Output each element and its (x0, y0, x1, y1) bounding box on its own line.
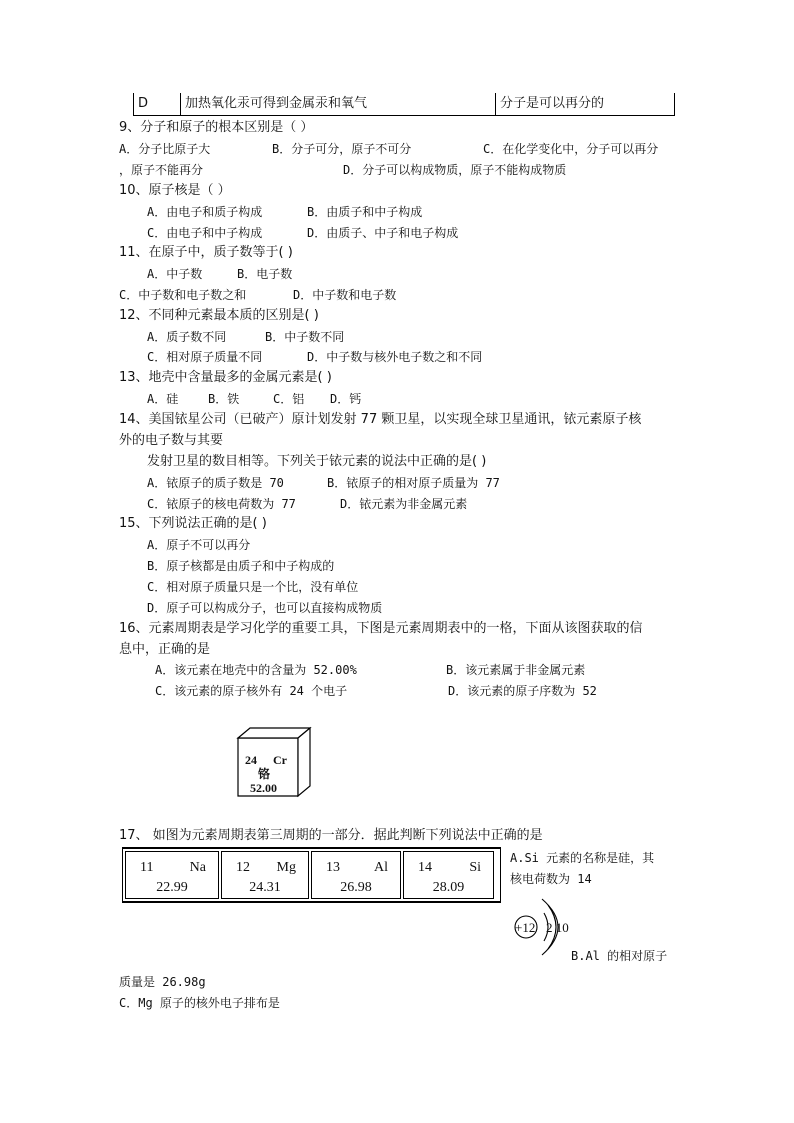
element-number: 13 (326, 860, 340, 875)
table-cell-option: D (134, 93, 181, 115)
q13-option-d: D．钙 (330, 392, 362, 406)
q17-stem: 17、 如图为元素周期表第三周期的一部分．据此判断下列说法中正确的是 (119, 828, 543, 843)
q13-option-c: C．铝 (273, 392, 305, 406)
q14-option-c: C．铱原子的核电荷数为 77 (147, 497, 296, 511)
q9-option-c: C．在化学变化中，分子可以再分 (483, 142, 659, 156)
q10-option-b: B．由质子和中子构成 (307, 205, 423, 219)
q17-option-b-line1: B.Al 的相对原子 (571, 949, 668, 963)
q14-stem-line3: 发射卫星的数目相等。下列关于铱元素的说法中正确的是( ) (147, 454, 487, 469)
q14-stem-line1: 14、美国铱星公司（已破产）原计划发射 77 颗卫星，以实现全球卫星通讯，铱元素原子核 (119, 412, 642, 427)
q10-stem: 10、原子核是（ ） (119, 183, 231, 198)
q17-option-c: C．Mg 原子的核外电子排布是 (119, 996, 280, 1010)
element-symbol: Mg (276, 860, 296, 875)
element-number: 14 (418, 860, 432, 875)
element-cell-mg (221, 851, 309, 899)
q9-stem: 9、分子和原子的根本区别是（ ） (119, 120, 314, 135)
element-number: 24 (245, 753, 257, 767)
q15-option-a: A．原子不可以再分 (147, 538, 251, 552)
q16-stem-line1: 16、元素周期表是学习化学的重要工具，下图是元素周期表中的一格，下面从该图获取的信 (119, 621, 643, 636)
q16-option-b: B．该元素属于非金属元素 (446, 663, 586, 677)
q12-option-a: A．质子数不同 (147, 330, 227, 344)
period-table (122, 847, 501, 903)
table-row (133, 93, 675, 116)
q12-option-b: B．中子数不同 (265, 330, 345, 344)
q11-stem: 11、在原子中，质子数等于( ) (119, 245, 293, 260)
element-mass: 22.99 (156, 880, 188, 895)
q15-option-b: B．原子核都是由质子和中子构成的 (147, 559, 335, 573)
element-mass: 28.09 (432, 880, 465, 895)
q11-option-c: C．中子数和电子数之和 (119, 288, 247, 302)
q12-option-d: D．中子数与核外电子数之和不同 (307, 350, 483, 364)
q14-option-b: B．铱原子的相对原子质量为 77 (327, 476, 500, 490)
q17-option-a-line1: A.Si 元素的名称是硅，其 (510, 851, 655, 865)
element-cell-si (403, 851, 494, 899)
q14-option-d: D．铱元素为非金属元素 (340, 497, 468, 511)
q15-option-c: C．相对原子质量只是一个比，没有单位 (147, 580, 359, 594)
q11-option-d: D．中子数和电子数 (293, 288, 397, 302)
q14-option-a: A．铱原子的质子数是 70 (147, 476, 284, 490)
q10-option-a: A．由电子和质子构成 (147, 205, 263, 219)
element-name: 铬 (258, 767, 271, 781)
q11-option-a: A．中子数 (147, 267, 203, 281)
element-symbol: Al (374, 860, 388, 875)
element-mass: 52.00 (250, 781, 277, 795)
q16-option-d: D．该元素的原子序数为 52 (448, 684, 597, 698)
element-cell-na (125, 851, 219, 899)
q16-option-c: C．该元素的原子核外有 24 个电子 (155, 684, 348, 698)
q10-option-c: C．由电子和中子构成 (147, 226, 263, 240)
element-symbol: Na (189, 860, 206, 875)
element-symbol: Cr (273, 753, 287, 767)
element-number: 11 (140, 860, 154, 875)
element-tile-chromium (232, 726, 312, 798)
q9-option-d: D．分子可以构成物质，原子不能构成物质 (343, 163, 567, 177)
element-mass: 26.98 (340, 880, 372, 895)
nucleus-charge: +12 (515, 920, 536, 935)
q9-option-c-cont: ，原子不能再分 (119, 163, 204, 177)
q12-stem: 12、不同种元素最本质的区别是( ) (119, 308, 319, 323)
q15-stem: 15、下列说法正确的是( ) (119, 516, 267, 531)
table-cell-experiment: 加热氧化汞可得到金属汞和氧气 (181, 93, 496, 115)
q15-option-d: D．原子可以构成分子，也可以直接构成物质 (147, 601, 383, 615)
q13-option-a: A．硅 (147, 392, 179, 406)
table-cell-conclusion: 分子是可以再分的 (500, 96, 605, 111)
element-symbol: Si (469, 860, 481, 875)
q14-stem-line2: 外的电子数与其要 (119, 433, 224, 448)
q16-option-a: A．该元素在地壳中的含量为 52.00% (155, 663, 357, 677)
q13-option-b: B．铁 (208, 392, 240, 406)
q9-option-b: B．分子可分，原子不可分 (272, 142, 412, 156)
shell-electron-counts: 2 10 (546, 920, 569, 935)
element-number: 12 (236, 860, 250, 875)
element-mass: 24.31 (249, 880, 281, 895)
q10-option-d: D．由质子、中子和电子构成 (307, 226, 459, 240)
element-cell-al (311, 851, 401, 899)
q17-option-a-line2: 核电荷数为 14 (510, 872, 592, 886)
q9-option-a: A．分子比原子大 (119, 142, 211, 156)
q12-option-c: C．相对原子质量不同 (147, 350, 263, 364)
q11-option-b: B．电子数 (237, 267, 293, 281)
q13-stem: 13、地壳中含量最多的金属元素是( ) (119, 370, 332, 385)
q16-stem-line2: 息中，正确的是 (119, 642, 211, 657)
q17-option-b-line2: 质量是 26.98g (119, 975, 206, 989)
